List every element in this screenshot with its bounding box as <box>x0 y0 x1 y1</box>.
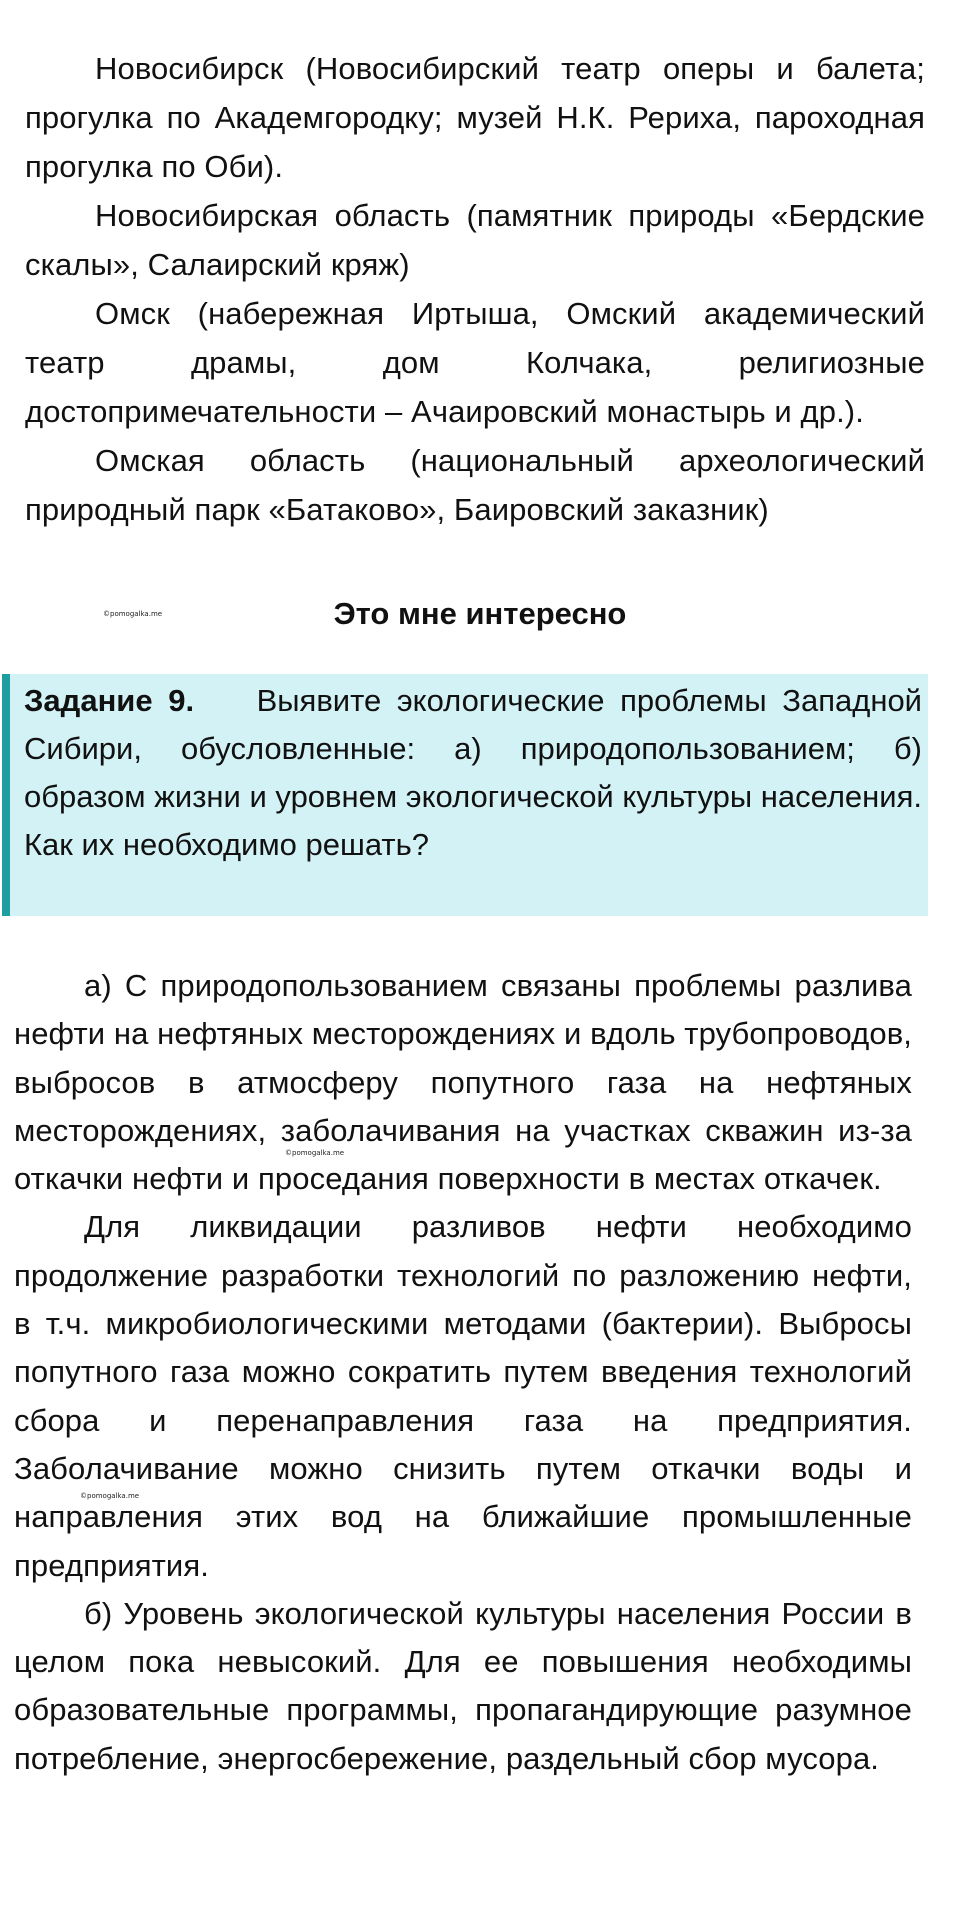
answer-section <box>14 962 912 1783</box>
watermark-text: ©pomogalka.me <box>103 610 163 618</box>
answer-paragraph-b: б) Уровень экологической культуры населения России в целом пока невысокий. Для ее повышения необходимы образовательные программы, пропагандирующие разумное потребление, энергосбережение, раздельный сбор мусора. <box>14 1595 912 1776</box>
intro-paragraph-novosibirsk: Новосибирск (Новосибирский театр оперы и балета; прогулка по Академгородку; музей Н.К. Рериха, пароходная прогулка по Оби). <box>25 51 925 184</box>
watermark-text: ©pomogalka.me <box>285 1149 345 1157</box>
intro-paragraph-omsk-oblast: Омская область (национальный археологический природный парк «Батаково», Баировский заказник) <box>25 443 925 527</box>
section-title: Это мне интересно <box>333 596 627 631</box>
intro-section <box>25 44 925 534</box>
task-box <box>2 674 928 916</box>
answer-paragraph-a: а) С природопользованием связаны проблемы разлива нефти на нефтяных месторождениях и вдоль трубопроводов, выбросов в атмосферу попутного газа на нефтяных месторождениях, заболачивания на участках скважин из-за откачки нефти и проседания поверхности в местах откачек. <box>14 968 912 1197</box>
task-label: Задание 9. <box>24 683 195 718</box>
task-question: Выявите экологические проблемы Западной Сибири, обусловленные: а) природопользованием; б) образом жизни и уровнем экологической культуры населения. Как их необходимо решать? <box>24 683 922 862</box>
intro-paragraph-omsk: Омск (набережная Иртыша, Омский академический театр драмы, дом Колчака, религиозные достопримечательности – Ачаировский монастырь и др.). <box>25 296 925 429</box>
intro-paragraph-novosibirsk-oblast: Новосибирская область (памятник природы «Бердские скалы», Салаирский кряж) <box>25 198 925 282</box>
answer-paragraph-solutions: Для ликвидации разливов нефти необходимо продолжение разработки технологий по разложению нефти, в т.ч. микробиологическими методами (бактерии). Выбросы попутного газа можно сократить путем введения технологий сбора и перенаправления газа на предприятия. Заболачивание можно снизить путем откачки воды и направления этих вод на ближайшие промышленные предприятия. <box>14 1209 912 1583</box>
task-text <box>24 677 922 869</box>
watermark-text: ©pomogalka.me <box>80 1492 140 1500</box>
